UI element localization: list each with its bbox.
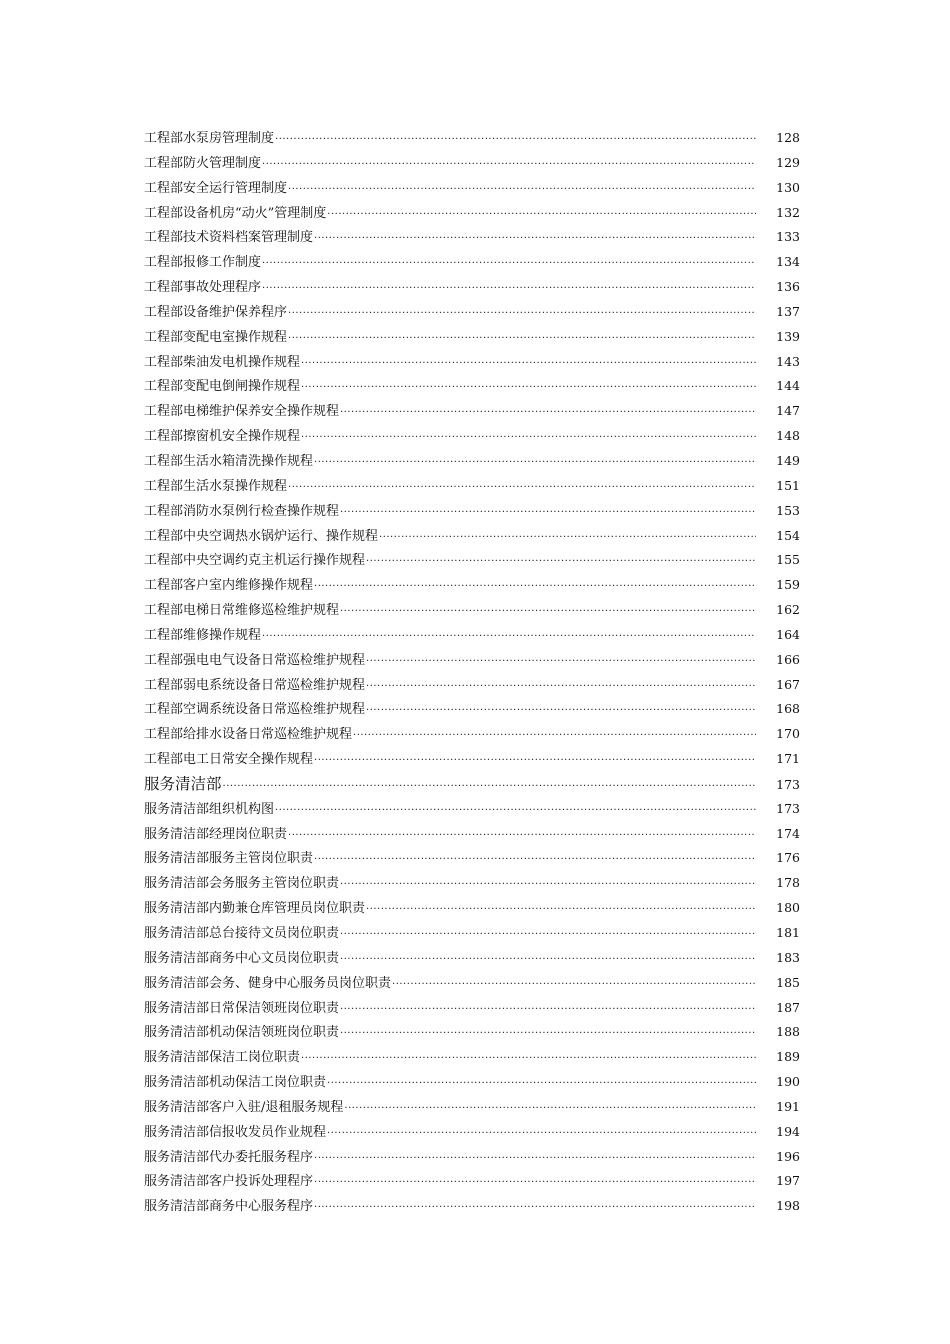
toc-entry[interactable]: [144, 225, 800, 250]
toc-entry[interactable]: [144, 846, 800, 871]
toc-entry-title: 工程部变配电室操作规程: [144, 329, 288, 345]
toc-page-number: 194: [776, 1123, 800, 1139]
dot-leader: [340, 600, 756, 625]
toc-entry[interactable]: [144, 1194, 800, 1219]
dot-leader: [366, 699, 756, 724]
toc-entry[interactable]: [144, 399, 800, 424]
dot-leader: [301, 352, 756, 377]
toc-entry[interactable]: [144, 1120, 800, 1145]
toc-entry[interactable]: [144, 946, 800, 971]
toc-page-number: 143: [776, 353, 800, 369]
toc-entry[interactable]: [144, 573, 800, 598]
toc-entry[interactable]: [144, 697, 800, 722]
toc-entry[interactable]: [144, 1145, 800, 1170]
dot-leader: [314, 227, 756, 252]
toc-entry-title: 服务清洁部: [144, 774, 222, 793]
dot-leader: [275, 799, 756, 824]
toc-page-number: 133: [776, 229, 800, 245]
toc-page-number: 144: [776, 378, 800, 394]
toc-entry-title: 工程部客户室内维修操作规程: [144, 578, 314, 594]
dot-leader: [340, 948, 756, 973]
toc-page-number: 196: [776, 1148, 800, 1164]
toc-page-number: 151: [776, 477, 800, 493]
toc-page-number: 191: [776, 1098, 800, 1114]
dot-leader: [366, 650, 756, 675]
toc-entry[interactable]: [144, 871, 800, 896]
dot-leader: [288, 327, 756, 352]
toc-page-number: 166: [776, 651, 800, 667]
toc-entry-title: 服务清洁部经理岗位职责: [144, 826, 288, 842]
dot-leader: [392, 973, 756, 998]
toc-entry-title: 工程部消防水泵例行检查操作规程: [144, 503, 340, 519]
toc-page-number: 181: [776, 925, 800, 940]
toc-entry-title: 服务清洁部总台接待文员岗位职责: [144, 926, 340, 941]
toc-page-number: 129: [776, 154, 800, 170]
toc-entry-title: 服务清洁部机动保洁领班岗位职责: [144, 1025, 340, 1041]
toc-entry-title: 工程部中央空调约克主机运行操作规程: [144, 553, 366, 569]
dot-leader: [327, 1072, 756, 1097]
toc-page-number: 170: [776, 726, 800, 742]
toc-entry-title: 工程部维修操作规程: [144, 627, 262, 643]
toc-entry-title: 工程部柴油发电机操作规程: [144, 354, 301, 370]
toc-entry-title: 服务清洁部商务中心服务程序: [144, 1199, 314, 1215]
toc-entry[interactable]: [144, 1169, 800, 1194]
dot-leader: [340, 1022, 756, 1047]
toc-entry-title: 服务清洁部信报收发员作业规程: [144, 1124, 327, 1140]
toc-entry[interactable]: [144, 822, 800, 847]
toc-page-number: 197: [776, 1173, 800, 1189]
toc-entry-title: 工程部设备机房“动火”管理制度: [144, 205, 327, 221]
dot-leader: [223, 775, 756, 800]
toc-page-number: 153: [776, 502, 800, 518]
dot-leader: [340, 873, 756, 898]
toc-page-number: 190: [776, 1074, 800, 1090]
dot-leader: [379, 526, 756, 551]
toc-entry-title: 工程部安全运行管理制度: [144, 180, 288, 196]
toc-entry-title: 工程部弱电系统设备日常巡检维护规程: [144, 677, 366, 693]
toc-page-number: 187: [776, 999, 800, 1015]
toc-entry-title: 服务清洁部机动保洁工岗位职责: [144, 1075, 327, 1091]
dot-leader: [353, 724, 756, 749]
toc-entry-title: 工程部生活水泵操作规程: [144, 478, 288, 494]
toc-entry[interactable]: [144, 623, 800, 648]
toc-entry[interactable]: [144, 971, 800, 996]
toc-entry[interactable]: [144, 548, 800, 573]
toc-entry-title: 工程部中央空调热水锅炉运行、操作规程: [144, 528, 379, 544]
toc-entry[interactable]: [144, 250, 800, 275]
toc-entry[interactable]: [144, 524, 800, 549]
toc-entry[interactable]: [144, 374, 800, 399]
toc-entry-title: 工程部事故处理程序: [144, 280, 262, 296]
toc-page-number: 136: [776, 279, 800, 295]
dot-leader: [340, 998, 756, 1023]
toc-entry-title: 服务清洁部组织机构图: [144, 801, 275, 817]
dot-leader: [288, 824, 756, 849]
toc-entry[interactable]: [144, 747, 800, 772]
toc-entry[interactable]: [144, 1020, 800, 1045]
toc-page-number: 164: [776, 626, 800, 642]
dot-leader: [344, 1097, 756, 1122]
toc-entry-title: 工程部擦窗机安全操作规程: [144, 429, 301, 445]
toc-page-number: 148: [776, 428, 800, 444]
toc-page-number: 134: [776, 254, 800, 270]
toc-entry[interactable]: [144, 598, 800, 623]
toc-entry-title: 服务清洁部代办委托服务程序: [144, 1149, 314, 1165]
toc-page-number: 171: [776, 751, 800, 767]
dot-leader: [327, 203, 756, 228]
toc-entry-title: 工程部电工日常安全操作规程: [144, 752, 314, 768]
dot-leader: [301, 426, 756, 451]
dot-leader: [288, 476, 756, 501]
toc-entry[interactable]: [144, 896, 800, 921]
toc-page-number: 132: [776, 204, 800, 220]
dot-leader: [262, 153, 756, 178]
toc-entry[interactable]: [144, 350, 800, 375]
dot-leader: [366, 675, 756, 700]
toc-entry-title: 工程部报修工作制度: [144, 255, 262, 271]
dot-leader: [314, 1196, 756, 1221]
toc-page-number: 188: [776, 1024, 800, 1040]
toc-entry-title: 工程部设备维护保养程序: [144, 304, 288, 320]
toc-entry[interactable]: [144, 722, 800, 747]
toc-page-number: 173: [776, 776, 800, 792]
toc-page-number: 180: [776, 900, 800, 916]
toc-page-number: 162: [776, 602, 800, 618]
toc-entry[interactable]: [144, 921, 800, 946]
dot-leader: [314, 848, 756, 873]
table-of-contents: [144, 126, 800, 1219]
toc-entry[interactable]: [144, 673, 800, 698]
toc-page-number: 147: [776, 403, 800, 419]
toc-entry[interactable]: [144, 126, 800, 151]
toc-page-number: 168: [776, 701, 800, 717]
dot-leader: [366, 898, 756, 923]
toc-entry-title: 工程部给排水设备日常巡检维护规程: [144, 727, 353, 743]
dot-leader: [288, 302, 756, 327]
toc-entry-title: 服务清洁部会务服务主管岗位职责: [144, 876, 340, 892]
toc-entry-title: 工程部强电电气设备日常巡检维护规程: [144, 652, 366, 668]
toc-entry[interactable]: [144, 797, 800, 822]
toc-entry[interactable]: [144, 300, 800, 325]
toc-entry-title: 工程部电梯维护保养安全操作规程: [144, 404, 340, 420]
toc-entry-title: 服务清洁部客户入驻/退租服务规程: [144, 1099, 344, 1115]
toc-entry[interactable]: [144, 275, 800, 300]
toc-section-heading[interactable]: [144, 772, 800, 797]
dot-leader: [340, 923, 756, 948]
toc-page-number: 167: [776, 676, 800, 692]
toc-page-number: 189: [776, 1049, 800, 1065]
toc-entry-title: 工程部变配电倒闸操作规程: [144, 379, 301, 395]
toc-entry[interactable]: [144, 499, 800, 524]
toc-entry[interactable]: [144, 176, 800, 201]
toc-entry[interactable]: [144, 1095, 800, 1120]
toc-entry[interactable]: [144, 325, 800, 350]
toc-entry-title: 服务清洁部服务主管岗位职责: [144, 851, 314, 867]
dot-leader: [275, 128, 756, 153]
toc-page-number: 198: [776, 1198, 800, 1214]
dot-leader: [262, 625, 756, 650]
toc-entry-title: 工程部技术资料档案管理制度: [144, 230, 314, 246]
dot-leader: [262, 252, 756, 277]
toc-entry-title: 工程部防火管理制度: [144, 155, 262, 171]
toc-entry[interactable]: [144, 201, 800, 226]
toc-entry-title: 服务清洁部保洁工岗位职责: [144, 1050, 301, 1066]
toc-page-number: 178: [776, 875, 800, 891]
toc-entry-title: 服务清洁部内勤兼仓库管理员岗位职责: [144, 901, 366, 917]
toc-entry-title: 服务清洁部会务、健身中心服务员岗位职责: [144, 975, 392, 991]
dot-leader: [314, 749, 756, 774]
toc-page-number: 159: [776, 577, 800, 593]
toc-entry-title: 服务清洁部客户投诉处理程序: [144, 1174, 314, 1190]
dot-leader: [340, 401, 756, 426]
toc-entry-title: 工程部电梯日常维修巡检维护规程: [144, 603, 340, 619]
toc-page-number: 174: [776, 825, 800, 841]
toc-entry-title: 服务清洁部商务中心文员岗位职责: [144, 950, 340, 966]
toc-entry-title: 工程部空调系统设备日常巡检维护规程: [144, 702, 366, 718]
dot-leader: [340, 501, 756, 526]
dot-leader: [314, 1171, 756, 1196]
toc-entry[interactable]: [144, 1045, 800, 1070]
dot-leader: [301, 1047, 756, 1072]
toc-entry-title: 工程部水泵房管理制度: [144, 131, 275, 146]
toc-page-number: 149: [776, 452, 800, 468]
toc-entry[interactable]: [144, 474, 800, 499]
toc-entry[interactable]: [144, 996, 800, 1021]
dot-leader: [288, 178, 756, 203]
toc-page-number: 173: [776, 800, 800, 816]
toc-page-number: 137: [776, 303, 800, 319]
dot-leader: [314, 575, 756, 600]
dot-leader: [262, 277, 756, 302]
toc-entry[interactable]: [144, 449, 800, 474]
toc-page-number: 176: [776, 850, 800, 866]
toc-page-number: 128: [776, 130, 800, 145]
dot-leader: [366, 550, 756, 575]
toc-entry[interactable]: [144, 1070, 800, 1095]
dot-leader: [327, 1122, 756, 1147]
toc-page-number: 185: [776, 974, 800, 990]
dot-leader: [314, 451, 756, 476]
toc-entry-title: 工程部生活水箱清洗操作规程: [144, 453, 314, 469]
toc-entry[interactable]: [144, 151, 800, 176]
toc-page-number: 139: [776, 328, 800, 344]
toc-entry-title: 服务清洁部日常保洁领班岗位职责: [144, 1000, 340, 1016]
toc-page-number: 183: [776, 949, 800, 965]
toc-page-number: 130: [776, 179, 800, 195]
dot-leader: [314, 1147, 756, 1172]
toc-entry[interactable]: [144, 648, 800, 673]
dot-leader: [301, 376, 756, 401]
toc-page-number: 154: [776, 527, 800, 543]
toc-page-number: 155: [776, 552, 800, 568]
toc-entry[interactable]: [144, 424, 800, 449]
